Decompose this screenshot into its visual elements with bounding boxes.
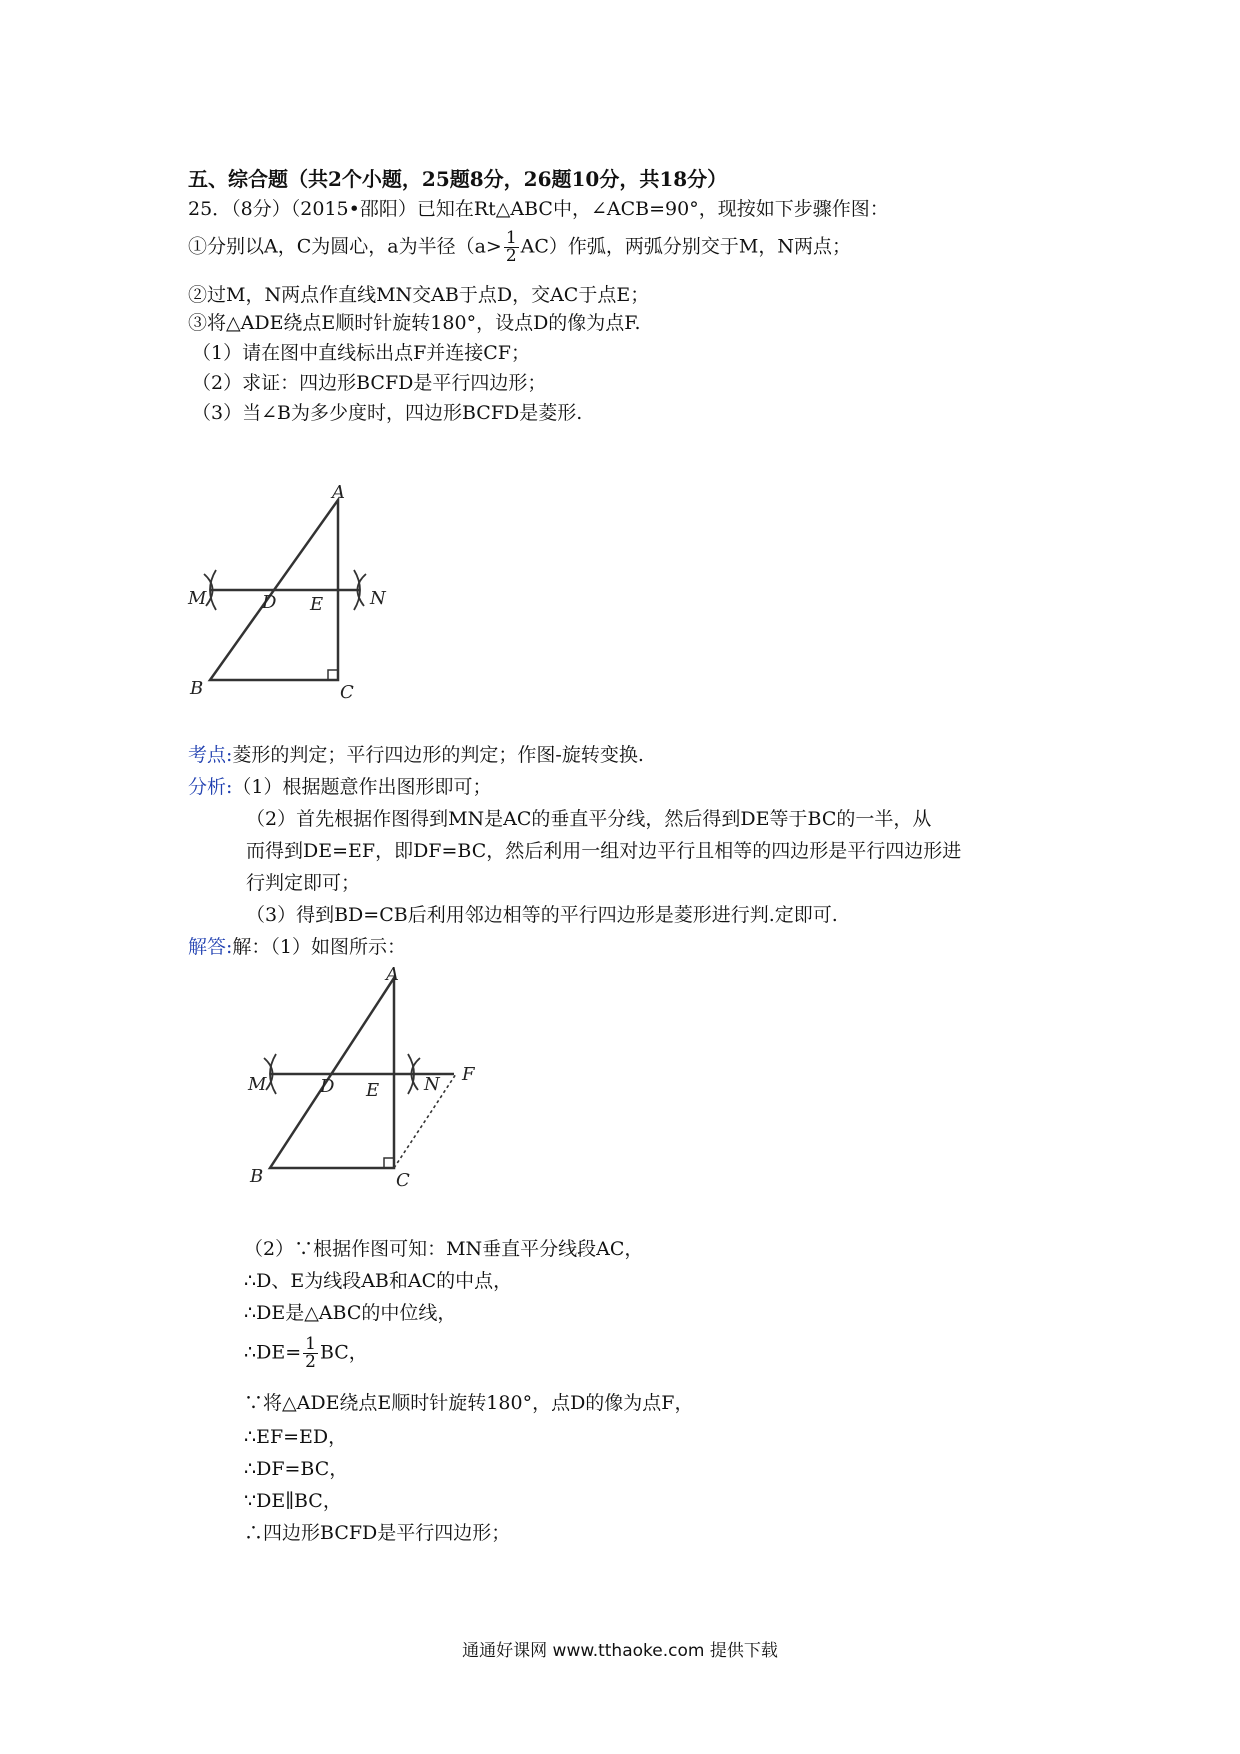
label-e: E xyxy=(366,1080,380,1101)
jieda-line xyxy=(188,934,406,960)
fenxi-2c: 行判定即可； xyxy=(246,872,361,894)
proof-line-6: ∴EF=ED， xyxy=(244,1426,348,1448)
step-2: ②过M，N两点作直线MN交AB于点D，交AC于点E； xyxy=(188,284,650,306)
fenxi-2a: （2）首先根据作图得到MN是AC的垂直平分线，然后得到DE等于BC的一半，从 xyxy=(246,808,932,830)
question-figure xyxy=(180,470,420,710)
jieda-label: 解答: xyxy=(188,936,233,958)
label-d: D xyxy=(320,1076,335,1097)
label-a: A xyxy=(386,964,399,985)
fenxi-3: （3）得到BD=CB后利用邻边相等的平行四边形是菱形进行判.定即可. xyxy=(246,904,838,926)
proof-line-5: ∵将△ADE绕点E顺时针旋转180°，点D的像为点F， xyxy=(244,1392,694,1414)
step-1-text-a: ①分别以A，C为圆心，a为半径（a> xyxy=(188,235,502,258)
step-1-text-b: AC）作弧，两弧分别交于M，N两点； xyxy=(520,235,852,258)
question-stem: 25．（8分）（2015•邵阳）已知在Rt△ABC中，∠ACB=90°，现按如下步骤作图： xyxy=(188,198,889,220)
kaodian-label: 考点: xyxy=(188,744,233,766)
proof-line-1: （2）∵根据作图可知：MN垂直平分线段AC， xyxy=(244,1238,644,1260)
label-c: C xyxy=(340,682,354,703)
label-d: D xyxy=(262,592,277,613)
step-1 xyxy=(188,230,851,265)
half-fraction xyxy=(504,230,519,265)
kaodian-text: 菱形的判定；平行四边形的判定；作图-旋转变换. xyxy=(232,744,644,766)
label-n: N xyxy=(370,588,386,609)
fenxi-label: 分析: xyxy=(188,776,233,798)
fenxi-1: （1）根据题意作出图形即可； xyxy=(232,776,492,798)
solution-figure xyxy=(240,960,500,1200)
half-fraction xyxy=(303,1336,318,1371)
proof-line-7: ∴DF=BC， xyxy=(244,1458,349,1480)
fenxi-2b: 而得到DE=EF，即DF=BC，然后利用一组对边平行且相等的四边形是平行四边形进 xyxy=(246,840,962,862)
footer: 通通好课网 www.tthaoke.com 提供下载 xyxy=(462,1641,778,1661)
part-3: （3）当∠B为多少度时，四边形BCFD是菱形. xyxy=(192,402,583,424)
label-b: B xyxy=(250,1166,264,1187)
kaodian-line xyxy=(188,742,644,768)
label-m: M xyxy=(188,588,207,609)
proof-line-4b: BC， xyxy=(319,1341,368,1364)
section-title: 五、综合题（共2个小题，25题8分，26题10分，共18分） xyxy=(188,167,728,191)
fraction-numerator: 1 xyxy=(505,228,517,248)
label-b: B xyxy=(190,678,204,699)
step-3: ③将△ADE绕点E顺时针旋转180°，设点D的像为点F. xyxy=(188,312,641,334)
label-c: C xyxy=(396,1170,410,1191)
fraction-numerator: 1 xyxy=(305,1334,316,1354)
part-2: （2）求证：四边形BCFD是平行四边形； xyxy=(192,372,547,394)
label-f: F xyxy=(462,1064,475,1085)
proof-line-8: ∵DE∥BC， xyxy=(244,1490,342,1512)
label-m: M xyxy=(248,1074,267,1095)
label-n: N xyxy=(424,1074,440,1095)
part-1: （1）请在图中直线标出点F并连接CF； xyxy=(192,342,530,364)
fraction-denominator: 2 xyxy=(305,1352,316,1372)
proof-line-4 xyxy=(244,1336,368,1371)
proof-line-2: ∴D、E为线段AB和AC的中点， xyxy=(244,1270,513,1292)
jieda-1: 解：（1）如图所示： xyxy=(232,936,406,958)
right-angle-mark xyxy=(384,1158,394,1168)
proof-line-3: ∴DE是△ABC的中位线， xyxy=(244,1302,457,1324)
fraction-denominator: 2 xyxy=(505,246,517,266)
proof-line-4a: ∴DE= xyxy=(244,1341,302,1364)
right-angle-mark xyxy=(328,670,338,680)
proof-line-9: ∴四边形BCFD是平行四边形； xyxy=(244,1522,511,1544)
label-e: E xyxy=(310,594,324,615)
label-a: A xyxy=(332,482,345,503)
fenxi-line xyxy=(188,774,492,800)
